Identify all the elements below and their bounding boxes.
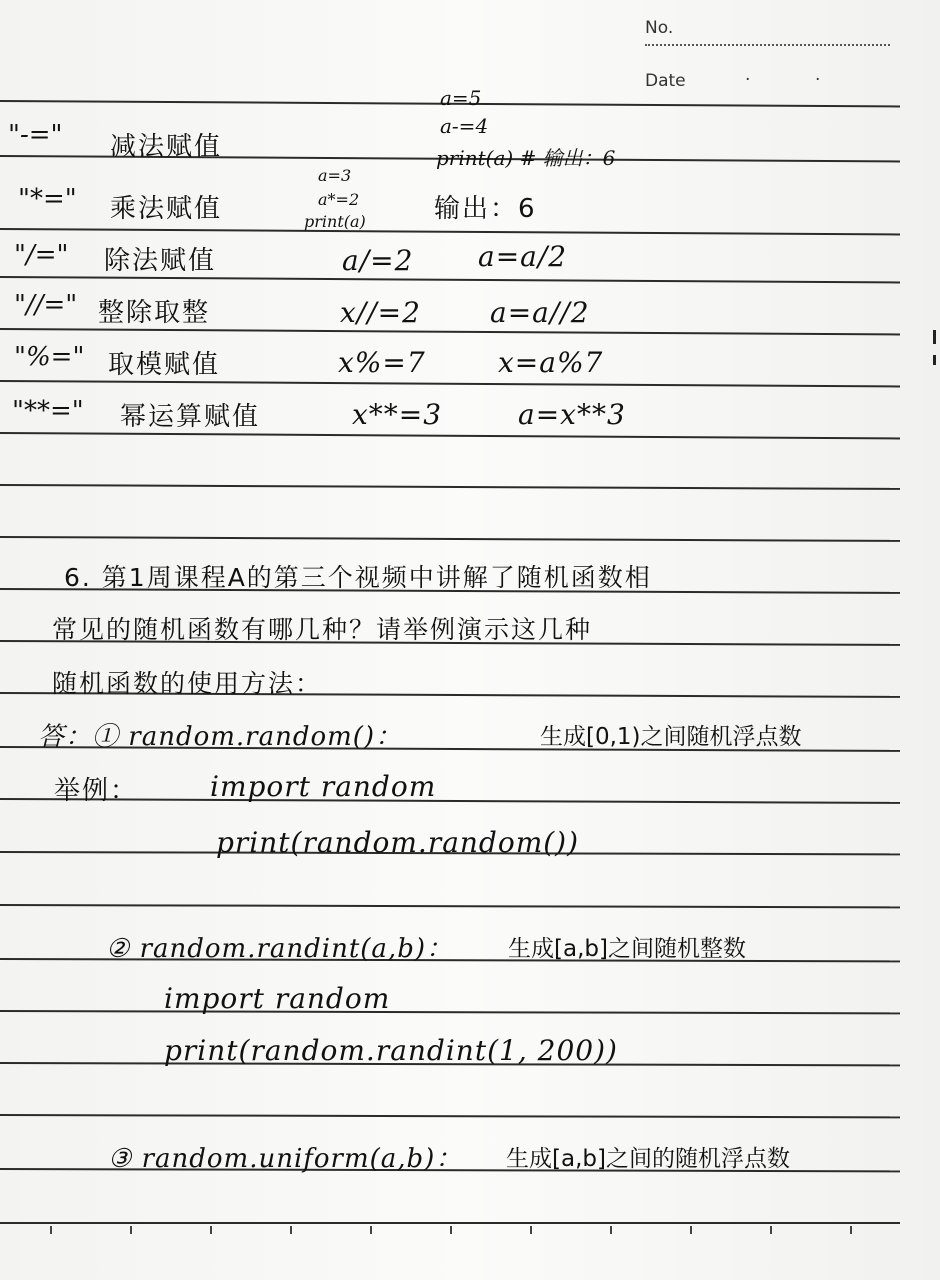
- operator-name: 整除取整: [98, 298, 211, 328]
- edge-mark: [933, 355, 936, 365]
- operator-result: a=a//2: [490, 296, 590, 329]
- margin-tick: [690, 1226, 692, 1234]
- sub-example-line: a-=4: [440, 114, 489, 138]
- operator-result: 输出：6: [434, 194, 537, 224]
- margin-tick: [850, 1226, 852, 1234]
- operator-example: x//=2: [340, 296, 421, 329]
- operator-symbol: "/=": [14, 240, 69, 270]
- ruled-line: [0, 904, 900, 908]
- ruled-line: [0, 1222, 900, 1224]
- ruled-line: [0, 228, 900, 235]
- date-dot: ·: [815, 70, 821, 90]
- mult-example-line: print(a): [304, 212, 366, 231]
- operator-symbol: "%=": [14, 342, 85, 372]
- ruled-line: [0, 1114, 900, 1118]
- ruled-line: [0, 1010, 900, 1014]
- question-line: 6. 第1周课程A的第三个视频中讲解了随机函数相: [64, 563, 652, 592]
- mult-example-line: a=3: [318, 166, 352, 185]
- answer-heading: 答：① random.random()：: [38, 722, 403, 752]
- ruled-line: [0, 484, 900, 490]
- question-line: 常见的随机函数有哪几种？请举例演示这几种: [52, 615, 593, 644]
- ruled-line: [0, 276, 900, 283]
- operator-symbol: "-=": [8, 120, 63, 150]
- answer-heading: ③ random.uniform(a,b)：: [108, 1144, 463, 1174]
- operator-name: 幂运算赋值: [120, 402, 261, 432]
- date-label: Date: [645, 71, 686, 91]
- operator-example: x**=3: [352, 398, 443, 431]
- date-dot: ·: [745, 70, 751, 90]
- operator-name: 除法赋值: [104, 246, 217, 276]
- margin-tick: [130, 1226, 132, 1234]
- margin-tick: [450, 1226, 452, 1234]
- margin-tick: [530, 1226, 532, 1234]
- margin-tick: [50, 1226, 52, 1234]
- answer-heading: ② random.randint(a,b)：: [106, 934, 453, 964]
- operator-name: 取模赋值: [108, 350, 221, 380]
- margin-tick: [210, 1226, 212, 1234]
- edge-mark: [933, 330, 936, 344]
- no-label: No.: [645, 18, 674, 38]
- margin-tick: [370, 1226, 372, 1234]
- margin-tick: [770, 1226, 772, 1234]
- ruled-line: [0, 432, 900, 439]
- code-line: import random: [210, 770, 437, 803]
- ruled-line: [0, 380, 900, 387]
- no-dotted-line: [645, 44, 890, 46]
- operator-symbol: "//=": [14, 290, 78, 320]
- operator-result: a=a/2: [478, 240, 568, 273]
- question-line: 随机函数的使用方法：: [52, 669, 323, 698]
- operator-name: 乘法赋值: [110, 194, 223, 224]
- sub-example-line: a=5: [440, 86, 482, 110]
- answer-description: 生成[a,b]之间随机整数: [508, 936, 746, 962]
- code-line: print(random.random()): [216, 826, 580, 859]
- operator-symbol: "**=": [12, 396, 84, 426]
- operator-result: x=a%7: [498, 346, 604, 379]
- ruled-line: [0, 328, 900, 335]
- mult-example-line: a*=2: [318, 190, 360, 209]
- operator-name: 减法赋值: [110, 132, 223, 162]
- code-line: import random: [164, 982, 391, 1015]
- operator-result: a=x**3: [518, 398, 626, 431]
- code-line: print(random.randint(1, 200)): [164, 1034, 618, 1067]
- example-label: 举例：: [54, 776, 139, 806]
- answer-description: 生成[0,1)之间随机浮点数: [540, 724, 802, 750]
- margin-tick: [290, 1226, 292, 1234]
- margin-tick: [610, 1226, 612, 1234]
- ruled-line: [0, 536, 900, 542]
- answer-description: 生成[a,b]之间的随机浮点数: [506, 1146, 790, 1172]
- operator-example: a/=2: [342, 244, 414, 277]
- sub-example-line: print(a) # 输出：6: [436, 146, 616, 170]
- operator-example: x%=7: [338, 346, 426, 379]
- operator-symbol: "*=": [18, 184, 77, 214]
